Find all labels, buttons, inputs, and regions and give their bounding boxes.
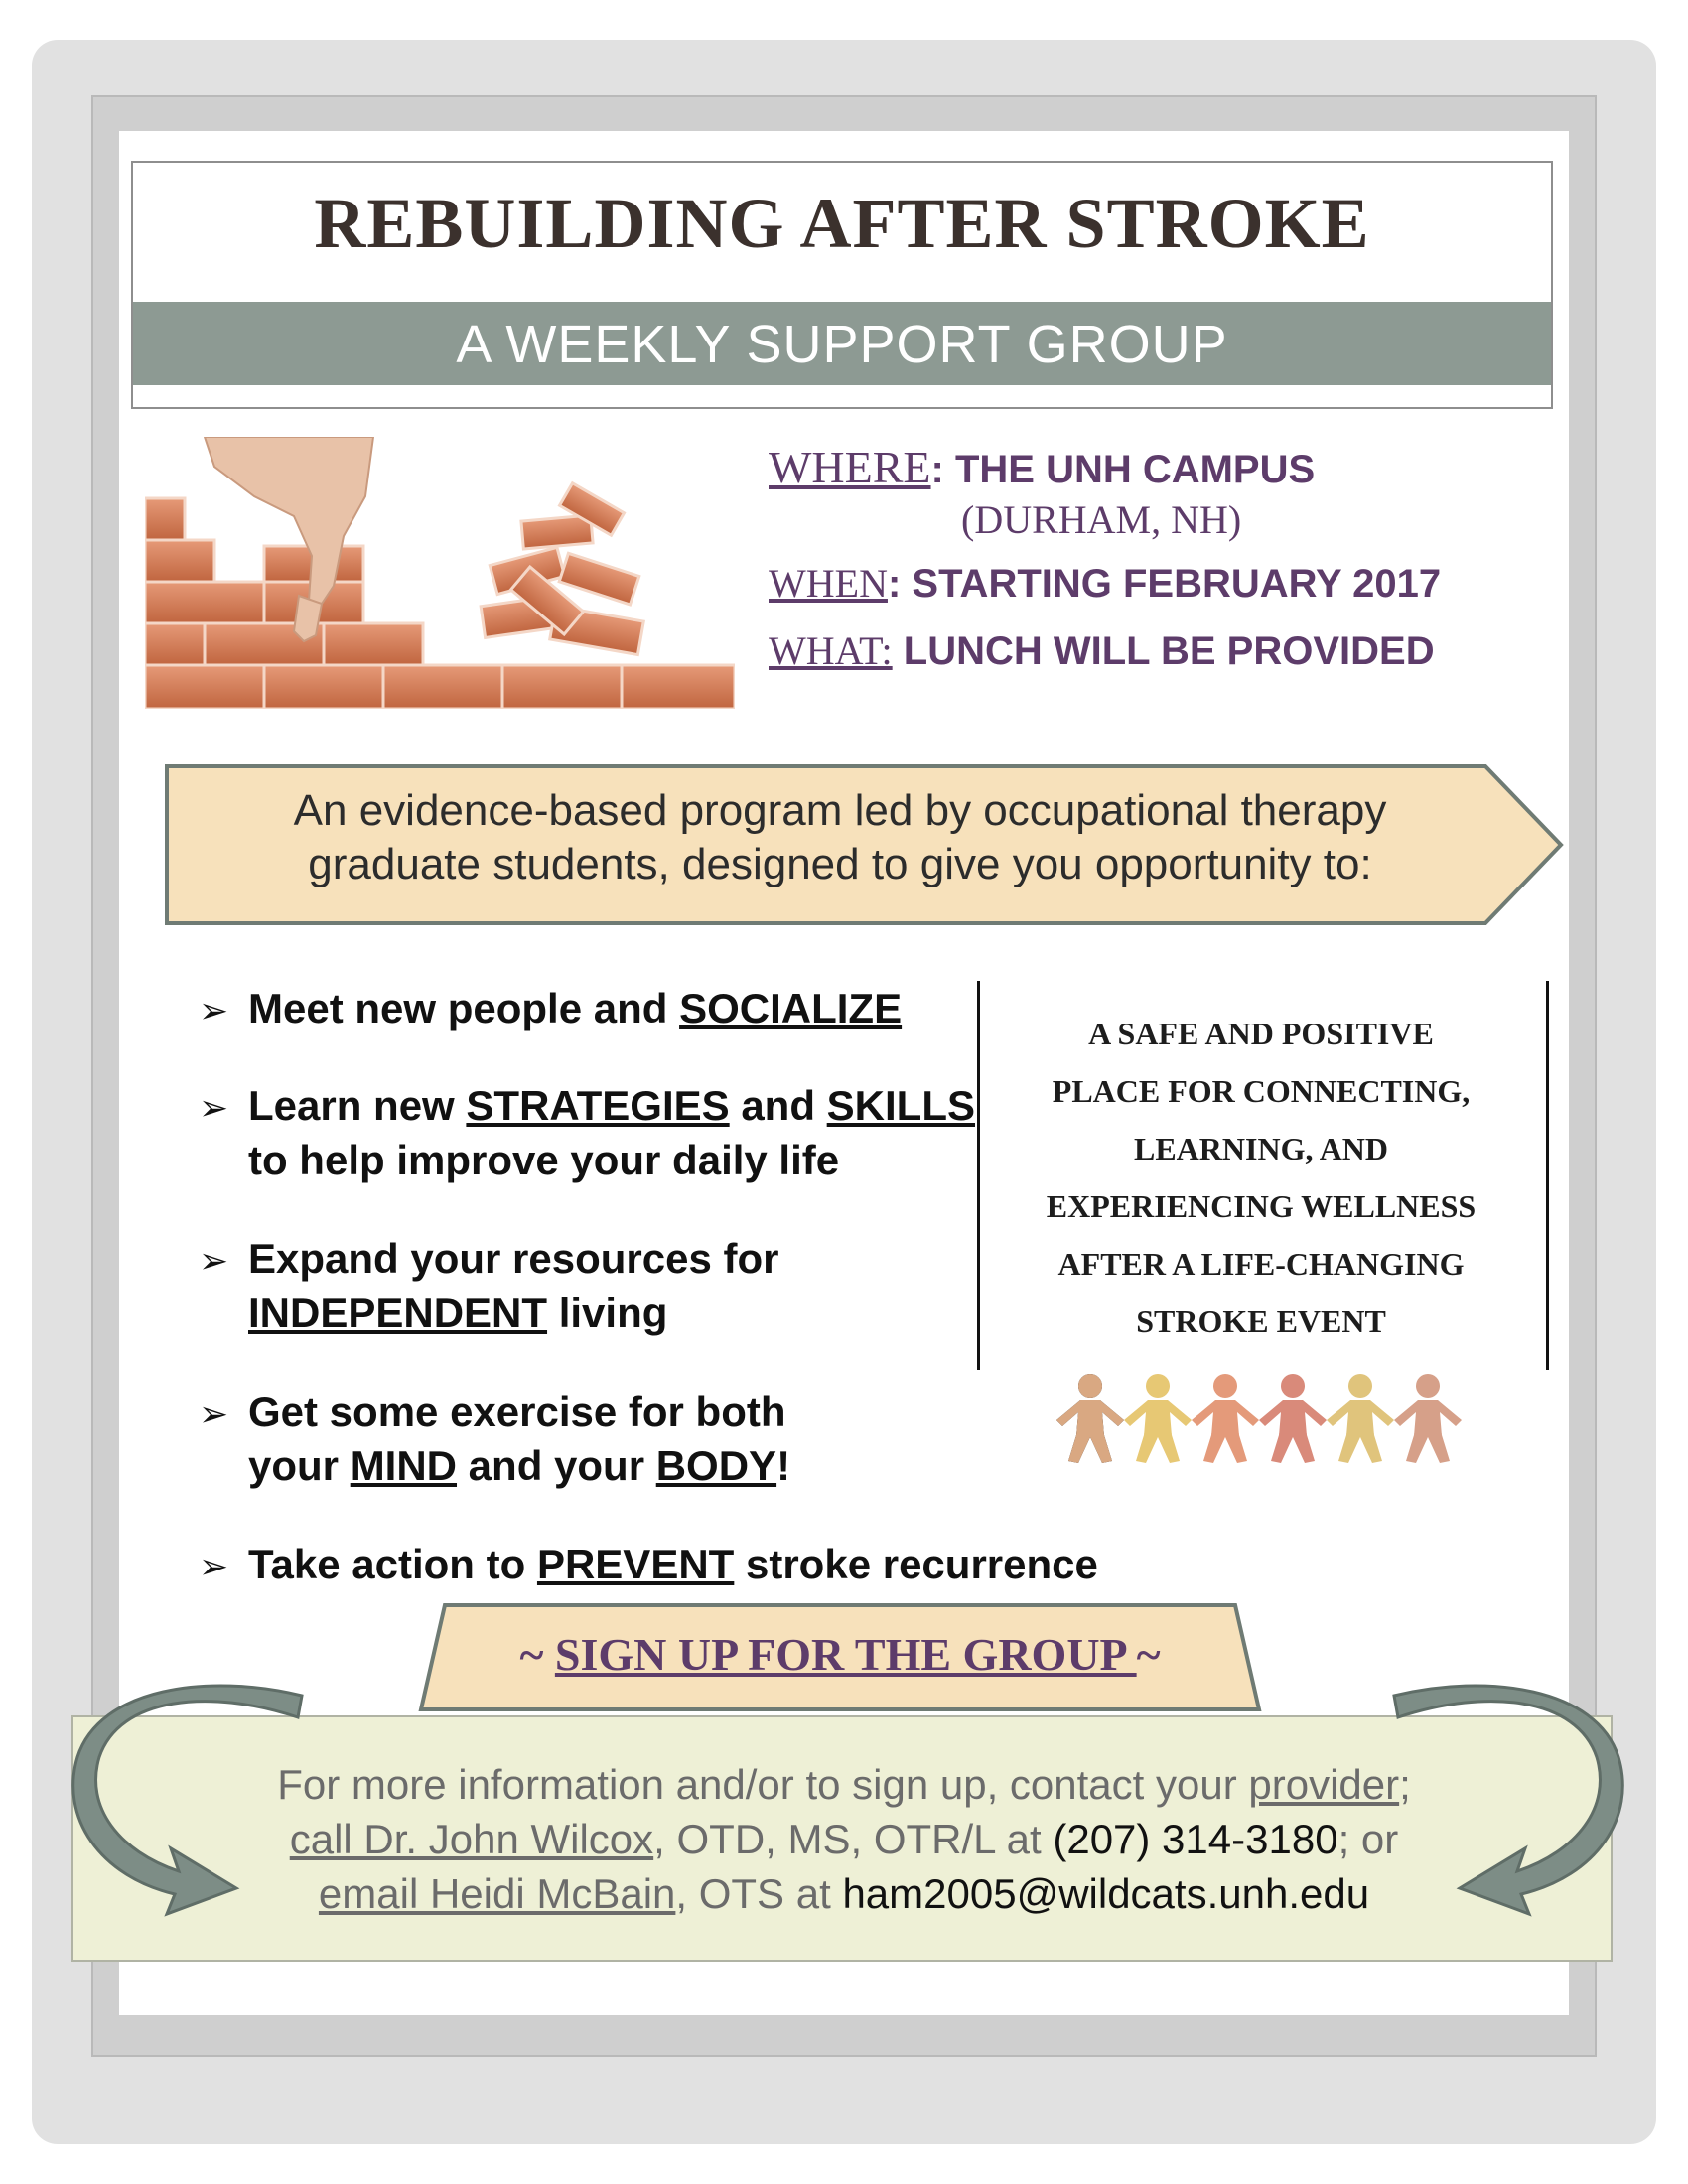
bullet-arrow-icon: ➢ xyxy=(199,990,229,1030)
bullet-text: ! xyxy=(776,1442,791,1489)
header-box xyxy=(131,161,1553,409)
when-line: WHEN: STARTING FEBRUARY 2017 xyxy=(769,561,1442,606)
side-line: PLACE FOR CONNECTING, xyxy=(1052,1073,1471,1109)
bricks-hand-image xyxy=(145,437,735,709)
contact-text: , OTS at xyxy=(675,1870,843,1917)
contact-info xyxy=(139,1757,1549,1921)
bullet-emphasis: MIND xyxy=(350,1442,458,1489)
side-line: AFTER A LIFE-CHANGING xyxy=(1057,1246,1465,1282)
contact-text: ; xyxy=(1399,1761,1411,1808)
page-subtitle: A WEEKLY SUPPORT GROUP xyxy=(456,315,1228,374)
intro-banner-text xyxy=(195,784,1485,891)
paper-people-icon xyxy=(1055,1370,1481,1465)
list-item xyxy=(248,1384,790,1493)
intro-line-1: An evidence-based program led by occupational therapy xyxy=(293,786,1387,835)
contact-text: ; or xyxy=(1337,1816,1399,1862)
email-address: ham2005@wildcats.unh.edu xyxy=(842,1870,1370,1917)
bullet-text: Learn new xyxy=(248,1082,467,1129)
list-item xyxy=(248,1078,975,1187)
where-label: WHERE xyxy=(769,442,931,492)
bullet-emphasis: SKILLS xyxy=(826,1082,976,1129)
what-label: WHAT: xyxy=(769,628,893,673)
bullet-text: to help improve your daily life xyxy=(248,1137,840,1183)
bullet-text: and xyxy=(729,1082,827,1129)
side-divider-left xyxy=(977,981,980,1370)
bullet-emphasis: PREVENT xyxy=(536,1541,735,1587)
side-line: STROKE EVENT xyxy=(1136,1303,1386,1339)
page-title: REBUILDING AFTER STROKE xyxy=(314,184,1370,263)
bullet-text: Meet new people and xyxy=(248,985,680,1031)
side-line: LEARNING, AND xyxy=(1133,1131,1389,1166)
what-line xyxy=(769,627,1435,674)
list-item xyxy=(248,981,902,1035)
signup-tilde: ~ xyxy=(1136,1629,1161,1680)
bullet-arrow-icon: ➢ xyxy=(199,1546,229,1586)
list-item xyxy=(248,1537,1098,1591)
side-divider-right xyxy=(1546,981,1549,1370)
bullet-arrow-icon: ➢ xyxy=(199,1087,229,1128)
intro-line-2: graduate students, designed to give you opportunity to: xyxy=(308,840,1372,888)
phone-number: (207) 314-3180 xyxy=(1053,1816,1338,1862)
where-location: (DURHAM, NH) xyxy=(961,497,1242,542)
bullet-text: living xyxy=(547,1290,668,1336)
bullet-arrow-icon: ➢ xyxy=(199,1240,229,1281)
signup-button[interactable] xyxy=(417,1628,1263,1681)
where-line: WHERE: THE UNH CAMPUS xyxy=(769,442,1316,492)
subtitle-band xyxy=(133,302,1551,385)
contact-text: For more information and/or to sign up, contact your xyxy=(277,1761,1249,1808)
when-value: STARTING FEBRUARY 2017 xyxy=(912,562,1442,606)
call-link[interactable]: call Dr. John Wilcox xyxy=(289,1816,654,1862)
what-value: LUNCH WILL BE PROVIDED xyxy=(903,629,1435,673)
where-value: THE UNH CAMPUS xyxy=(954,448,1316,491)
signup-link[interactable]: SIGN UP FOR THE GROUP xyxy=(554,1629,1137,1680)
bullet-emphasis: BODY xyxy=(655,1442,777,1489)
bullet-emphasis: INDEPENDENT xyxy=(248,1290,548,1336)
list-item xyxy=(248,1231,779,1340)
signup-tilde: ~ xyxy=(519,1629,555,1680)
email-link[interactable]: email Heidi McBain xyxy=(318,1870,676,1917)
bullet-text: Get some exercise for both xyxy=(248,1388,786,1434)
bullet-text: Expand your resources for xyxy=(248,1235,779,1282)
when-label: WHEN xyxy=(769,561,888,606)
contact-text: , OTD, MS, OTR/L at xyxy=(653,1816,1054,1862)
bullet-text: Take action to xyxy=(248,1541,537,1587)
bullet-text: and your xyxy=(457,1442,656,1489)
bullet-emphasis: SOCIALIZE xyxy=(679,985,903,1031)
side-line: EXPERIENCING WELLNESS xyxy=(1046,1188,1477,1224)
side-line: A SAFE AND POSITIVE xyxy=(1088,1016,1434,1051)
bullet-text: stroke recurrence xyxy=(734,1541,1098,1587)
provider-link[interactable]: provider xyxy=(1248,1761,1400,1808)
bullet-text: your xyxy=(248,1442,351,1489)
bullet-emphasis: STRATEGIES xyxy=(466,1082,730,1129)
bullet-arrow-icon: ➢ xyxy=(199,1393,229,1433)
side-statement xyxy=(1013,1005,1509,1350)
